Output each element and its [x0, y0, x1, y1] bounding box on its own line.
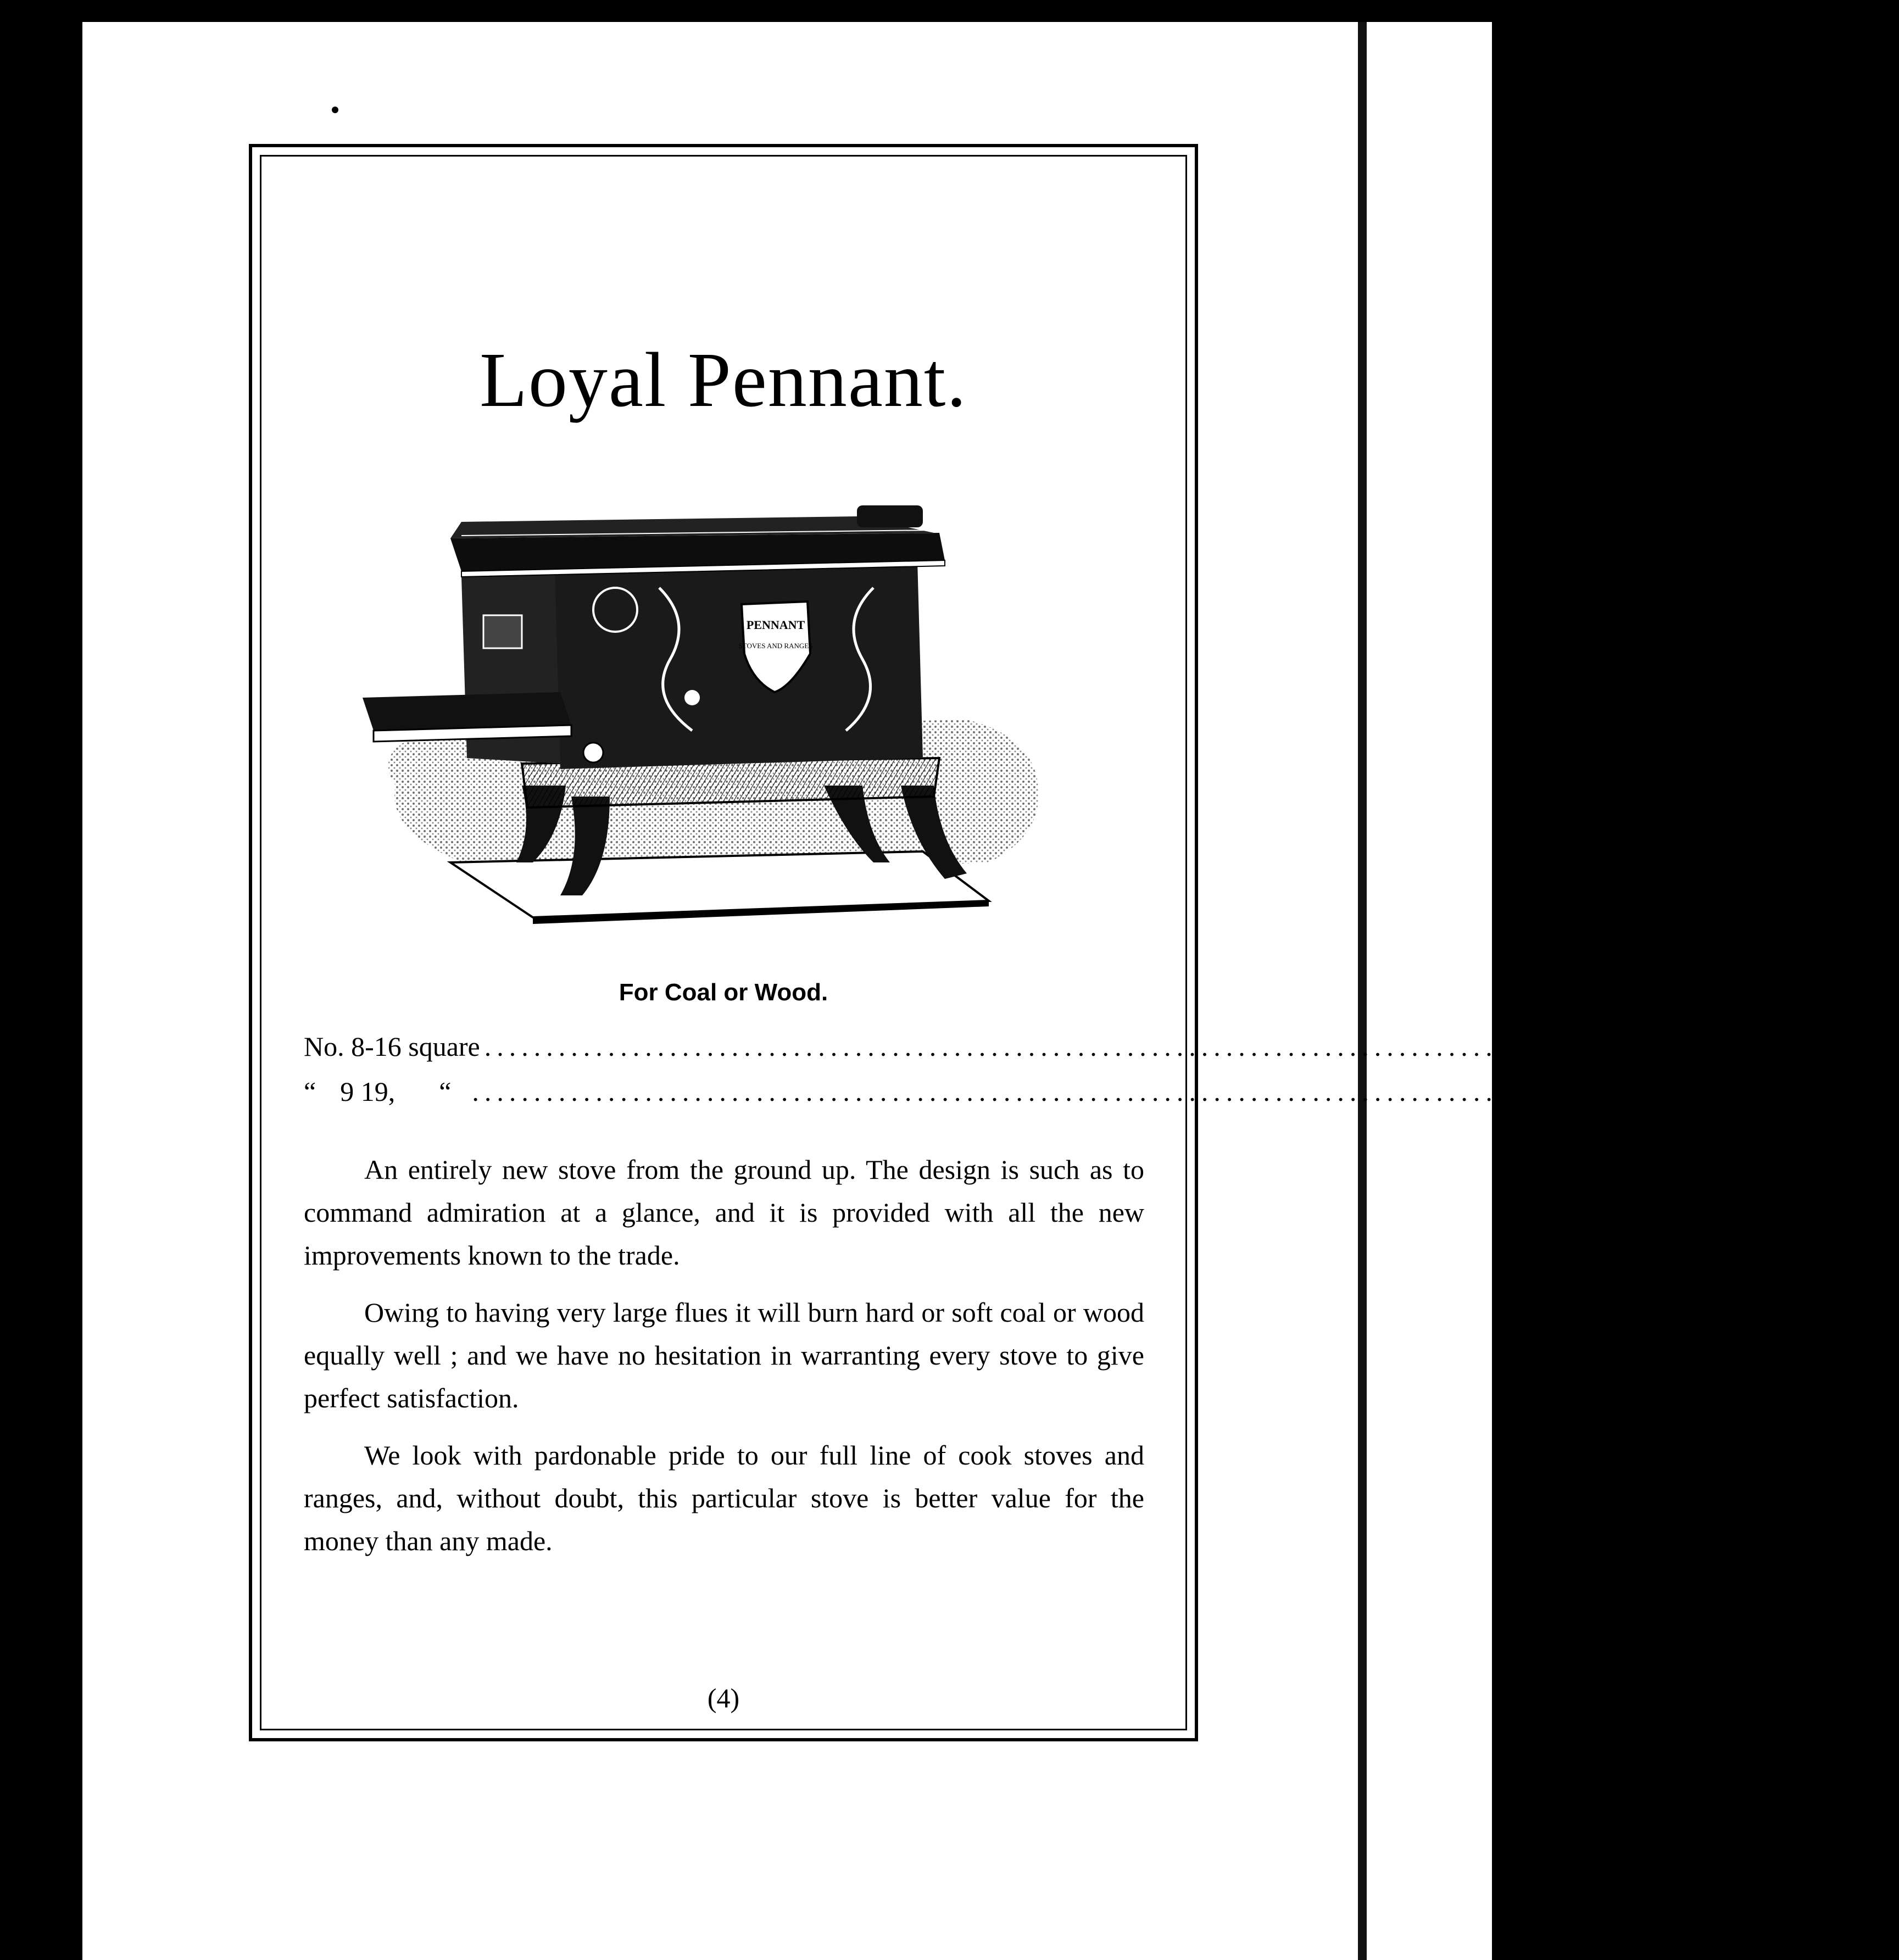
price-model: 9 19,	[340, 1076, 396, 1107]
page-gutter	[1358, 22, 1367, 1960]
ditto-mark: “	[304, 1076, 316, 1107]
scan-speck	[332, 107, 338, 113]
stove-illustration	[352, 478, 1060, 961]
price-value: 37 60	[1811, 1076, 1873, 1107]
dot-leader: ............................................................................................................	[484, 1031, 1819, 1062]
illustration-caption: For Coal or Wood.	[619, 979, 828, 1006]
stove-damper-knob	[583, 743, 603, 762]
ditto-mark: “	[439, 1076, 452, 1107]
price-row	[304, 1031, 1899, 1066]
stove-oven-body	[549, 560, 923, 769]
dot-leader: ............................................................................................................	[472, 1076, 1807, 1107]
page-number: (4)	[707, 1683, 740, 1713]
price-row	[304, 1076, 1873, 1111]
description-paragraph: Owing to having very large flues it will burn hard or soft coal or wood equally well ; and we have no hesitation in warranting every stove to give perfect satisfaction.	[304, 1297, 1144, 1413]
facing-page-edge	[1367, 22, 1492, 1960]
page-title: Loyal Pennant.	[480, 336, 967, 423]
description-paragraph: We look with pardonable pride to our full line of cook stoves and ranges, and, without doubt, this particular stove is better value for the money than any made.	[304, 1440, 1144, 1556]
stove-reservoir-lid	[857, 505, 923, 527]
price-model: No. 8-16 square	[304, 1031, 480, 1062]
stove-badge-sub: STOVES AND RANGES	[738, 642, 813, 650]
stove-hearth-shelf	[363, 692, 571, 731]
price-value: $32 80	[1823, 1031, 1899, 1062]
stove-badge-name: PENNANT	[746, 618, 805, 632]
description-paragraph: An entirely new stove from the ground up. The design is such as to command admiration at a glance, and it is provided with all the new improvements known to the trade.	[304, 1154, 1144, 1271]
